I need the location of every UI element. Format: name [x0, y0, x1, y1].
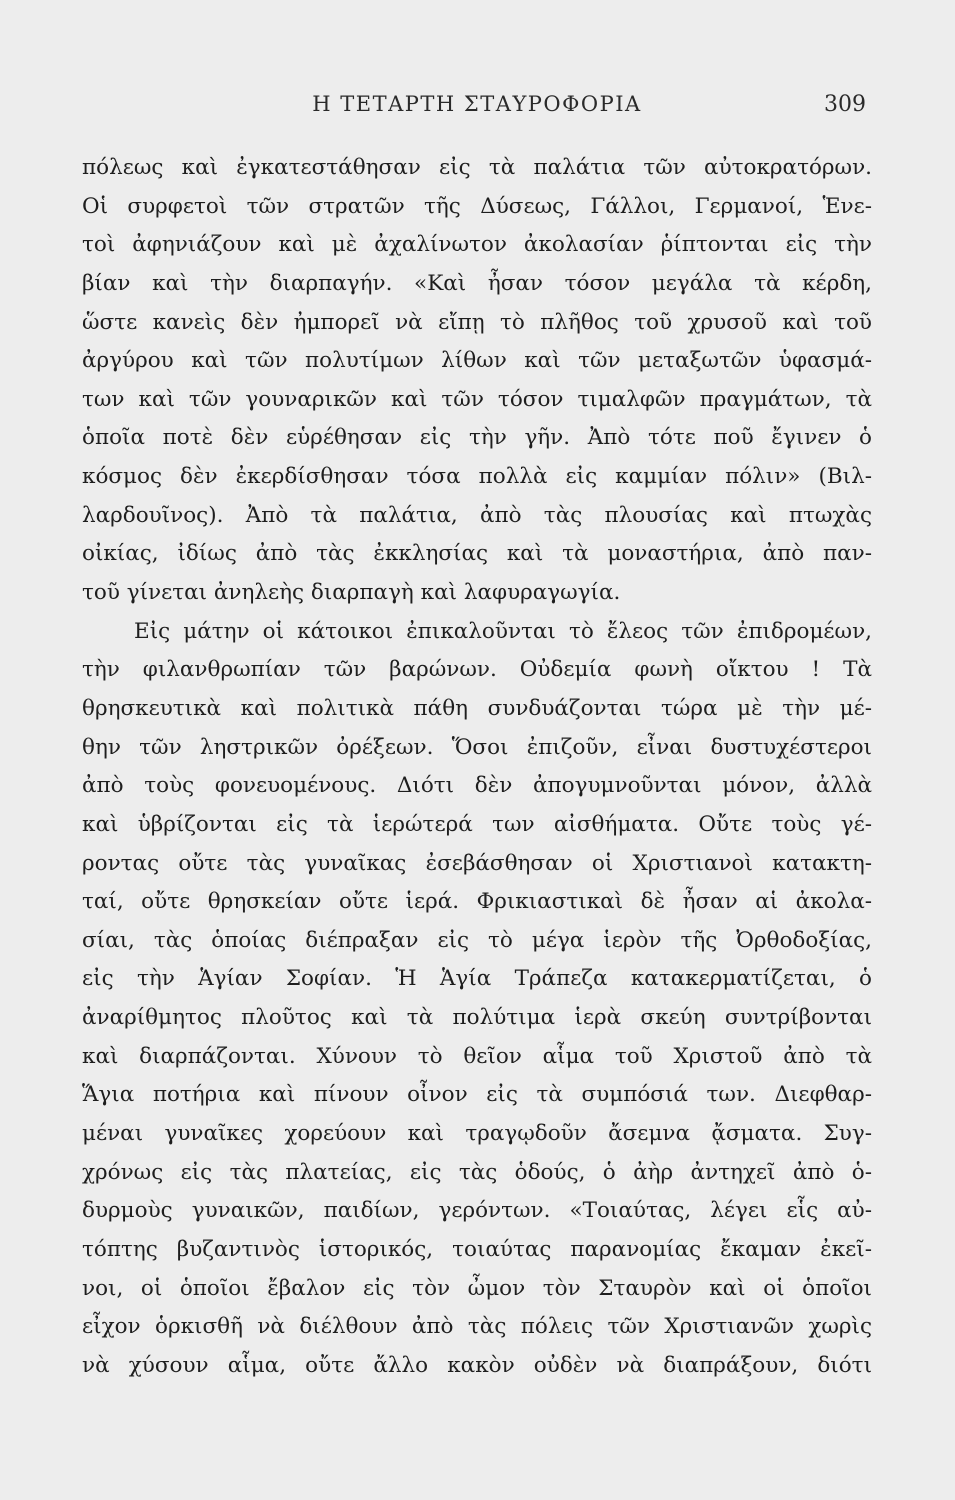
text-line: μέναι γυναῖκες χορεύουν καὶ τραγῳδοῦν ἄσεμνα ᾄσματα. Συγ-	[82, 1121, 872, 1147]
text-line: βίαν καὶ τὴν διαρπαγήν. «Καὶ ἦσαν τόσον μεγάλα τὰ κέρδη,	[82, 270, 872, 296]
text-line: σίαι, τὰς ὁποίας διέπραξαν εἰς τὸ μέγα ἱερὸν τῆς Ὀρθοδοξίας,	[82, 927, 872, 953]
text-line: ἀργύρου καὶ τῶν πολυτίμων λίθων καὶ τῶν μεταξωτῶν ὑφασμά-	[82, 348, 872, 374]
body-text	[82, 149, 872, 1386]
text-line: των καὶ τῶν γουναρικῶν καὶ τῶν τόσον τιμαλφῶν πραγμάτων, τὰ	[82, 386, 872, 412]
page-number: 309	[824, 92, 866, 117]
running-title: Η ΤΕΤΑΡΤΗ ΣΤΑΥΡΟΦΟΡΙΑ	[312, 92, 642, 116]
text-line: Εἰς μάτην οἱ κάτοικοι ἐπικαλοῦνται τὸ ἔλεος τῶν ἐπιδρομέων,	[134, 618, 872, 644]
text-line: κόσμος δὲν ἐκερδίσθησαν τόσα πολλὰ εἰς καμμίαν πόλιν» (Βιλ-	[82, 464, 872, 490]
text-line: εἶχον ὁρκισθῆ νὰ διέλθουν ἀπὸ τὰς πόλεις τῶν Χριστιανῶν χωρὶς	[82, 1314, 872, 1340]
text-line: χρόνως εἰς τὰς πλατείας, εἰς τὰς ὁδούς, ὁ ἀὴρ ἀντηχεῖ ἀπὸ ὁ-	[82, 1159, 872, 1185]
text-line: Οἱ συρφετοὶ τῶν στρατῶν τῆς Δύσεως, Γάλλοι, Γερμανοί, Ἑνε-	[82, 193, 872, 219]
text-line: εἰς τὴν Ἁγίαν Σοφίαν. Ἡ Ἁγία Τράπεζα κατακερματίζεται, ὁ	[82, 966, 872, 992]
page-header	[82, 92, 872, 128]
text-line: ὥστε κανεὶς δὲν ἠμπορεῖ νὰ εἴπῃ τὸ πλῆθος τοῦ χρυσοῦ καὶ τοῦ	[82, 309, 872, 335]
text-line: οἰκίας, ἰδίως ἀπὸ τὰς ἐκκλησίας καὶ τὰ μοναστήρια, ἀπὸ παν-	[82, 541, 872, 567]
text-line: δυρμοὺς γυναικῶν, παιδίων, γερόντων. «Τοιαύτας, λέγει εἷς αὐ-	[82, 1198, 872, 1224]
text-line: ἀπὸ τοὺς φονευομένους. Διότι δὲν ἀπογυμνοῦνται μόνον, ἀλλὰ	[82, 773, 872, 799]
text-line: θρησκευτικὰ καὶ πολιτικὰ πάθη συνδυάζονται τώρα μὲ τὴν μέ-	[82, 695, 872, 721]
text-line: τόπτης βυζαντινὸς ἱστορικός, τοιαύτας παρανομίας ἔκαμαν ἐκεῖ-	[82, 1236, 872, 1262]
text-line: τὴν φιλανθρωπίαν τῶν βαρώνων. Οὐδεμία φωνὴ οἴκτου ! Τὰ	[82, 657, 872, 683]
text-line: ροντας οὔτε τὰς γυναῖκας ἐσεβάσθησαν οἱ Χριστιανοὶ κατακτη-	[82, 850, 872, 876]
text-line: Ἅγια ποτήρια καὶ πίνουν οἶνον εἰς τὰ συμπόσιά των. Διεφθαρ-	[82, 1082, 872, 1108]
text-line: ταί, οὔτε θρησκείαν οὔτε ἱερά. Φρικιαστικαὶ δὲ ἦσαν αἱ ἀκολα-	[82, 889, 872, 915]
text-line: θην τῶν ληστρικῶν ὀρέξεων. Ὅσοι ἐπιζοῦν, εἶναι δυστυχέστεροι	[82, 734, 872, 760]
text-line: τοὶ ἀφηνιάζουν καὶ μὲ ἀχαλίνωτον ἀκολασίαν ῥίπτονται εἰς τὴν	[82, 232, 872, 258]
text-line: καὶ ὑβρίζονται εἰς τὰ ἱερώτερά των αἰσθήματα. Οὔτε τοὺς γέ-	[82, 811, 872, 837]
text-line: καὶ διαρπάζονται. Χύνουν τὸ θεῖον αἷμα τοῦ Χριστοῦ ἀπὸ τὰ	[82, 1043, 872, 1069]
text-line: λαρδουῖνος). Ἀπὸ τὰ παλάτια, ἀπὸ τὰς πλουσίας καὶ πτωχὰς	[82, 502, 872, 528]
text-line: ὁποῖα ποτὲ δὲν εὑρέθησαν εἰς τὴν γῆν. Ἀπὸ τότε ποῦ ἔγινεν ὁ	[82, 425, 872, 451]
text-line: ἀναρίθμητος πλοῦτος καὶ τὰ πολύτιμα ἱερὰ σκεύη συντρίβονται	[82, 1005, 872, 1031]
text-line: πόλεως καὶ ἐγκατεστάθησαν εἰς τὰ παλάτια τῶν αὐτοκρατόρων.	[82, 155, 872, 180]
text-line: νὰ χύσουν αἷμα, οὔτε ἄλλο κακὸν οὐδὲν νὰ διαπράξουν, διότι	[82, 1352, 872, 1378]
text-line: τοῦ γίνεται ἀνηλεὴς διαρπαγὴ καὶ λαφυραγωγία.	[82, 580, 621, 606]
text-line: νοι, οἱ ὁποῖοι ἔβαλον εἰς τὸν ὦμον τὸν Σταυρὸν καὶ οἱ ὁποῖοι	[82, 1275, 872, 1301]
